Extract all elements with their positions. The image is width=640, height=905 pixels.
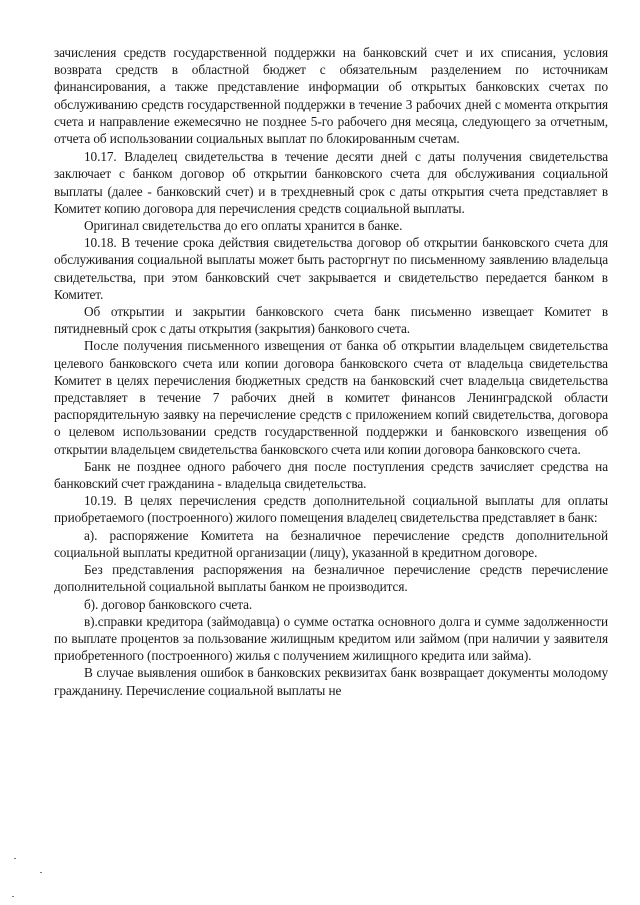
paragraph-item-b: б). договор банковского счета. bbox=[84, 596, 253, 612]
paragraph-after-notification: После получения письменного извещения от банка об открытии владельцем свидетельства целевого банковского счета или копии договора банковского счета от владельца свидетельства Комитет в целях перечисления бюджетных средств на банковский счет владельца свидетельства представляет в течение 7 рабочих дней в комитет финансов Ленинградской области распорядительную заявку на перечисление средств с приложением копий свидетельства, договора о целевом использовании средств государственной поддержки и банковского извещения об открытии владельцем свидетельства банковского счета или копии договора банковского счета. bbox=[54, 338, 608, 457]
paragraph-10-17: 10.17. Владелец свидетельства в течение десяти дней с даты получения свидетельства заключает с банком договор об открытии банковского счета для обслуживания социальной выплаты (далее - банковский счет) и в трехдневный срок с даты открытия счета представляет в Комитет копию договора для перечисления средств социальной выплаты. bbox=[54, 149, 608, 216]
document-page bbox=[54, 44, 608, 699]
paragraph-bank-notification: Об открытии и закрытии банковского счета банк письменно извещает Комитет в пятидневный срок с даты открытия (закрытия) банкового счета. bbox=[54, 304, 608, 337]
paragraph-10-18: 10.18. В течение срока действия свидетельства договор об открытии банковского счета для обслуживания социальной выплаты может быть расторгнут по письменному заявлению владельца свидетельства, при этом банковский счет закрывается и свидетельство передается банком в Комитет. bbox=[54, 235, 608, 302]
paragraph-bank-transfer: Банк не позднее одного рабочего дня после поступления средств зачисляет средства на банковский счет гражданина - владельца свидетельства. bbox=[54, 458, 608, 492]
paragraph-item-v: в).справки кредитора (займодавца) о сумме остатка основного долга и сумме задолженности по выплате процентов за пользование жилищным кредитом или займом (при наличии у заявителя приобретенного (построенного) жилья с получением жилищного кредита или займа). bbox=[54, 613, 608, 664]
paragraph-continuation: зачисления средств государственной поддержки на банковский счет и их списания, условия возврата средств в областной бюджет с обязательным разделением по источникам финансирования, а также представление информации об открытых банковских счетах по обслуживанию средств государственной поддержки в течение 3 рабочих дней с момента открытия счета и направление ежемесячно не позднее 5-го рабочего дня месяца, следующего за отчетным, отчета об использовании социальных выплат по блокированным счетам. bbox=[54, 45, 608, 147]
paragraph-without-order: Без представления распоряжения на безналичное перечисление средств перечисление дополнительной социальной выплаты банком не производится. bbox=[54, 562, 608, 595]
paragraph-original-certificate: Оригинал свидетельства до его оплаты хранится в банке. bbox=[84, 218, 403, 234]
paragraph-10-19: 10.19. В целях перечисления средств дополнительной социальной выплаты для оплаты приобретаемого (построенного) жилого помещения владелец свидетельства представляет в банк: bbox=[54, 493, 608, 526]
paragraph-item-a: а). распоряжение Комитета на безналичное перечисление средств дополнительной социальной выплаты кредитной организации (лицу), указанной в кредитном договоре. bbox=[54, 527, 608, 560]
paragraph-errors: В случае выявления ошибок в банковских реквизитах банк возвращает документы молодому гражданину. Перечисление социальной выплаты не bbox=[54, 665, 608, 698]
